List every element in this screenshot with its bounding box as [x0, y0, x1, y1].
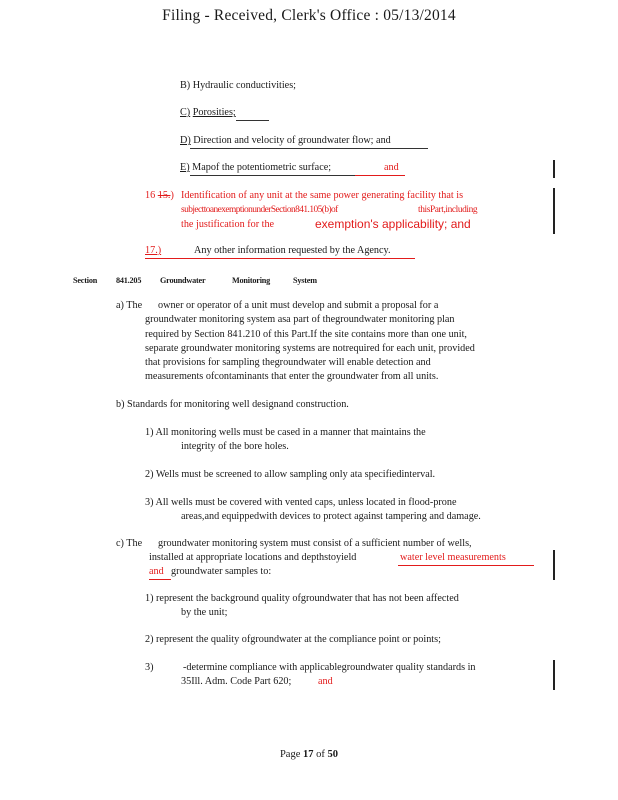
para-a-line: that provisions for sampling thegroundwater will enable detection and	[145, 357, 431, 368]
para-b-item-3-line2: areas,and equippedwith devices to protect against tampering and damage.	[181, 511, 481, 522]
item-16-number	[145, 190, 174, 201]
item-16-line2b: thisPart,including	[418, 205, 478, 215]
footer-page-label: Page	[279, 749, 301, 760]
section-number: 841.205	[116, 276, 142, 285]
item-16-paren: )	[170, 190, 174, 201]
para-c-item-3-line1: -determine compliance with applicablegroundwater quality standards in	[183, 662, 476, 673]
para-c-item-3-added: and	[318, 676, 333, 687]
list-item-e-added: and	[384, 162, 399, 173]
footer-of-label: of	[316, 749, 325, 760]
para-b-item-1-line1: 1) All monitoring wells must be cased in a manner that maintains the	[145, 427, 426, 438]
footer-page-number: 17	[303, 749, 314, 760]
para-c-item-3-number: 3)	[145, 662, 154, 673]
para-c-item-2: 2) represent the quality ofgroundwater at the compliance point or points;	[145, 634, 441, 645]
item-16-line3b: exemption's applicability; and	[315, 217, 471, 231]
page-footer	[0, 749, 618, 760]
section-title-word-2: Monitoring	[232, 276, 271, 285]
item-16-number-old: 15.	[157, 190, 171, 201]
para-c-item-1-line2: by the unit;	[181, 607, 228, 618]
change-bar	[553, 188, 555, 234]
para-a-lead: a) The	[116, 300, 143, 311]
list-item-b: B) Hydraulic conductivities;	[180, 80, 296, 91]
change-bar	[553, 160, 555, 178]
document-header: Filing - Received, Clerk's Office : 05/13/2014	[162, 7, 456, 24]
change-bar	[553, 660, 555, 690]
item-16-line2a: subjecttoanexemptionunderSection841.105(b)of	[181, 205, 338, 215]
list-item-c	[180, 107, 236, 118]
para-b-item-2: 2) Wells must be screened to allow sampling only ata specifiedinterval.	[145, 469, 436, 480]
revision-underline-red	[398, 565, 534, 566]
para-b-item-1-line2: integrity of the bore holes.	[181, 441, 289, 452]
para-b-item-3-line1: 3) All wells must be covered with vented caps, unless located in flood-prone	[145, 497, 457, 508]
para-c-line3b: groundwater samples to:	[171, 566, 272, 577]
para-c-lead: c) The	[116, 538, 143, 549]
para-a-line: required by Section 841.210 of this Part.If the site contains more than one unit,	[145, 329, 467, 340]
list-item-d	[180, 135, 391, 146]
para-a-line: measurements ofcontaminants that enter the groundwater from all units.	[145, 371, 439, 382]
para-a-line: separate groundwater monitoring systems are notrequired for each unit, provided	[145, 343, 475, 354]
item-16-number-new: 16	[145, 190, 156, 201]
list-item-c-label: C)	[180, 107, 191, 118]
para-c-line2b-added: water level measurements	[400, 552, 506, 563]
list-item-e-text: Mapof the potentiometric surface;	[192, 162, 332, 173]
section-title-word-3: System	[293, 276, 317, 285]
revision-underline	[190, 175, 355, 176]
revision-underline-red	[355, 175, 405, 176]
para-c-item-3-line2a: 35Ill. Adm. Code Part 620;	[181, 676, 292, 687]
para-c-line2a: installed at appropriate locations and depthstoyield	[149, 552, 357, 563]
list-item-e	[180, 162, 331, 173]
revision-underline-red	[149, 579, 171, 580]
list-item-d-text: Direction and velocity of groundwater flow; and	[193, 135, 391, 146]
revision-underline	[190, 148, 428, 149]
item-16-line3a: the justification for the	[181, 219, 275, 230]
blank-underline	[236, 120, 269, 121]
change-bar	[553, 550, 555, 580]
list-item-d-label: D)	[180, 135, 191, 146]
para-b-lead: b) Standards for monitoring well designand construction.	[116, 399, 349, 410]
para-c-line1: groundwater monitoring system must consist of a sufficient number of wells,	[158, 538, 472, 549]
section-label: Section	[73, 276, 98, 285]
para-c-line3a-added: and	[149, 566, 164, 577]
item-17-text: Any other information requested by the Agency.	[194, 245, 391, 256]
item-16-line1: Identification of any unit at the same power generating facility that is	[181, 190, 464, 201]
footer-page-total: 50	[327, 749, 339, 760]
para-a-line: owner or operator of a unit must develop and submit a proposal for a	[158, 300, 439, 311]
para-c-item-1-line1: 1) represent the background quality ofgroundwater that has not been affected	[145, 593, 459, 604]
item-17-number: 17.)	[145, 245, 162, 256]
section-title-word-1: Groundwater	[160, 276, 206, 285]
list-item-c-text: Porosities;	[192, 107, 236, 118]
para-a-line: groundwater monitoring system asa part of thegroundwater monitoring plan	[145, 314, 455, 325]
list-item-e-label: E)	[180, 162, 190, 173]
revision-underline-red	[145, 258, 415, 259]
